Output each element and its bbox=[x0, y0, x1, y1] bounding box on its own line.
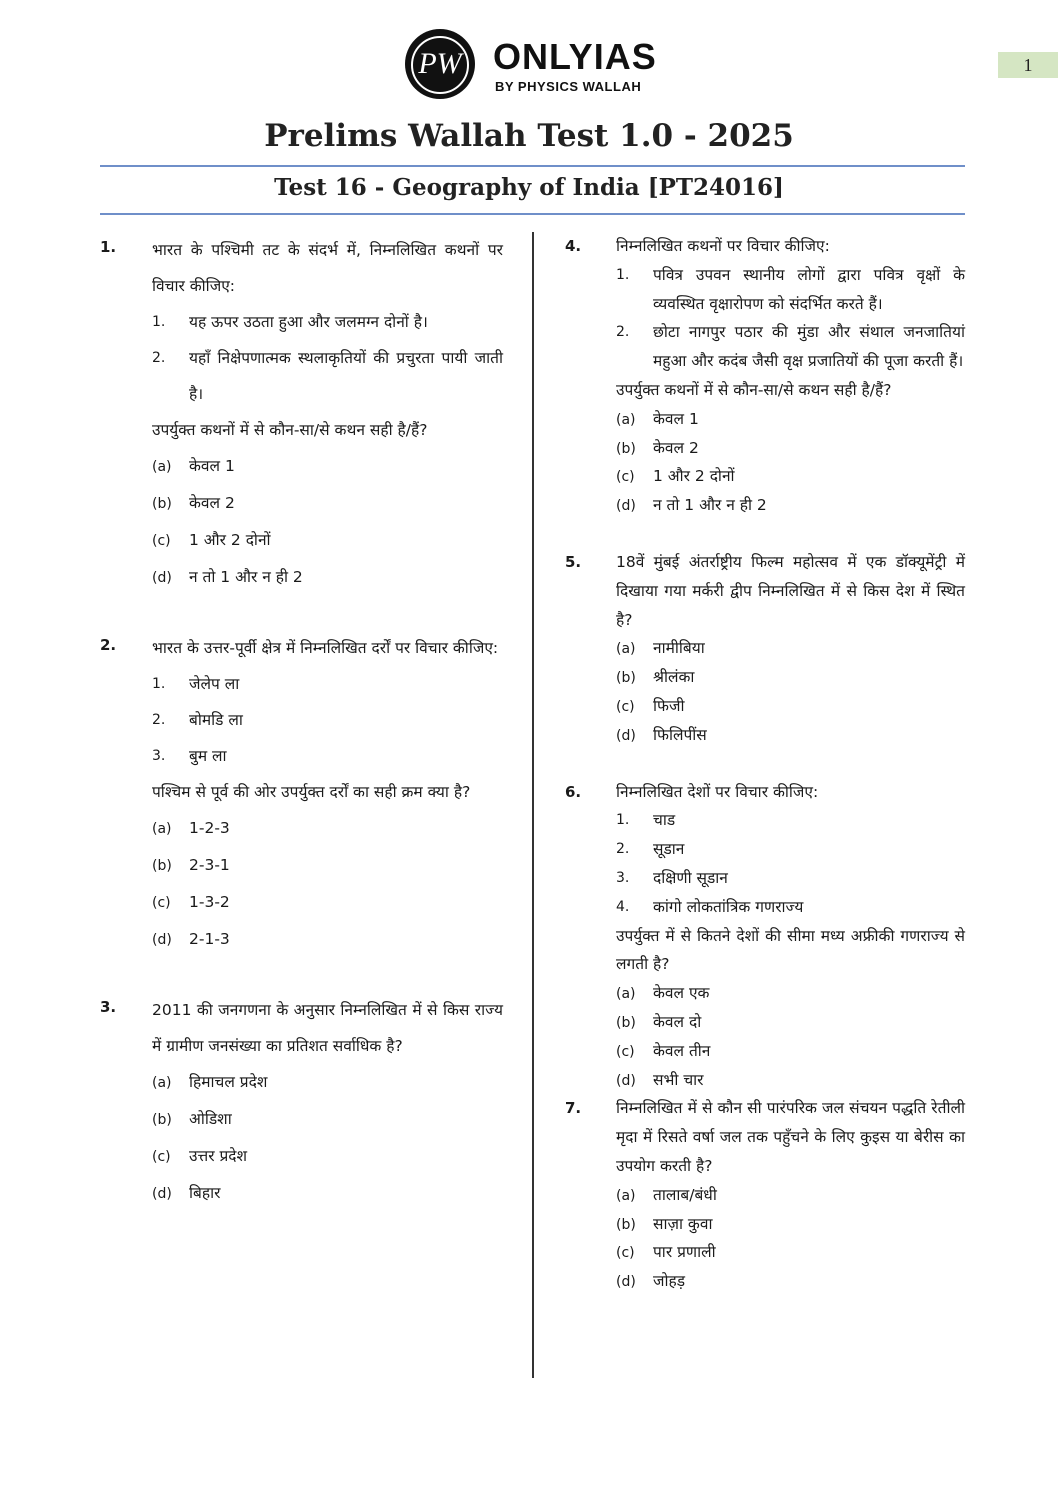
statement-item: 1. जेलेप ला bbox=[152, 675, 240, 693]
question-stem: भारत के उत्तर-पूर्वी क्षेत्र में निम्नलिखित दर्रों पर विचार कीजिए: bbox=[152, 639, 499, 657]
question-prompt: उपर्युक्त कथनों में से कौन-सा/से कथन सही है/हैं? bbox=[616, 380, 892, 399]
question-2 bbox=[100, 630, 503, 958]
option-d: (d) 2-1-3 bbox=[152, 930, 230, 948]
statement-list bbox=[616, 806, 965, 921]
statement-item: 1. चाड bbox=[616, 811, 676, 830]
question-3 bbox=[100, 992, 503, 1212]
statement-item: 3. दक्षिणी सूडान bbox=[616, 868, 728, 887]
brand-name: ONLYIAS bbox=[493, 36, 657, 77]
option-a: (a) 1-2-3 bbox=[152, 819, 230, 837]
option-c: (c) पार प्रणाली bbox=[616, 1243, 716, 1262]
pw-emblem-icon: PW bbox=[405, 29, 475, 99]
right-column bbox=[565, 232, 965, 1296]
brand-tagline: BY PHYSICS WALLAH bbox=[495, 79, 642, 94]
option-list bbox=[152, 448, 503, 596]
option-b: (b) श्रीलंका bbox=[616, 668, 695, 687]
option-d: (d) न तो 1 और न ही 2 bbox=[152, 568, 303, 586]
option-d: (d) फिलिपींस bbox=[616, 725, 707, 744]
option-list bbox=[152, 810, 503, 958]
statement-list bbox=[152, 666, 503, 774]
statement-item: 2. सूडान bbox=[616, 840, 685, 859]
statement-item: 2. बोमडि ला bbox=[152, 711, 243, 729]
page-title: Prelims Wallah Test 1.0 - 2025 bbox=[264, 118, 794, 154]
option-a: (a) हिमाचल प्रदेश bbox=[152, 1073, 268, 1091]
question-number: 5. bbox=[565, 552, 582, 571]
option-c: (c) केवल तीन bbox=[616, 1041, 711, 1060]
option-b: (b) 2-3-1 bbox=[152, 856, 230, 874]
title-rule bbox=[100, 165, 965, 167]
option-c: (c) 1 और 2 दोनों bbox=[152, 531, 271, 549]
option-c: (c) 1 और 2 दोनों bbox=[616, 467, 735, 486]
question-4 bbox=[565, 232, 965, 520]
option-c: (c) 1-3-2 bbox=[152, 893, 230, 911]
statement-item: 2. यहाँ निक्षेपणात्मक स्थलाकृतियों की प्रचुरता पायी जाती है। bbox=[152, 349, 503, 403]
question-number: 1. bbox=[100, 238, 117, 256]
question-prompt: उपर्युक्त कथनों में से कौन-सा/से कथन सही है/हैं? bbox=[152, 421, 428, 439]
statement-item: 4. कांगो लोकतांत्रिक गणराज्य bbox=[616, 897, 804, 916]
option-d: (d) बिहार bbox=[152, 1184, 221, 1202]
option-b: (b) केवल 2 bbox=[616, 438, 699, 457]
statement-item: 1. यह ऊपर उठता हुआ और जलमग्न दोनों है। bbox=[152, 313, 428, 331]
page-number: 1 bbox=[998, 52, 1058, 78]
question-6 bbox=[565, 778, 965, 1095]
question-stem: निम्नलिखित कथनों पर विचार कीजिए: bbox=[616, 237, 830, 255]
option-b: (b) साज़ा कुवा bbox=[616, 1214, 713, 1233]
question-stem: 2011 की जनगणना के अनुसार निम्नलिखित में से किस राज्य में ग्रामीण जनसंख्या का प्रतिशत सर्वाधिक है? bbox=[152, 1001, 503, 1055]
subtitle-rule bbox=[100, 213, 965, 215]
question-number: 2. bbox=[100, 636, 117, 654]
option-c: (c) उत्तर प्रदेश bbox=[152, 1147, 248, 1165]
question-stem: भारत के पश्चिमी तट के संदर्भ में, निम्नलिखित कथनों पर विचार कीजिए: bbox=[152, 241, 503, 295]
question-stem: निम्नलिखित में से कौन सी पारंपरिक जल संचयन पद्धति रेतीली मृदा में रिसते वर्षा जल तक पहुँचने के लिए कुइस या बेरीस का उपयोग करती है? bbox=[616, 1099, 965, 1175]
option-list bbox=[616, 634, 965, 749]
statement-item: 3. बुम ला bbox=[152, 747, 227, 765]
question-number: 3. bbox=[100, 998, 117, 1016]
question-prompt: पश्चिम से पूर्व की ओर उपर्युक्त दर्रों का सही क्रम क्या है? bbox=[152, 783, 471, 801]
option-b: (b) ओडिशा bbox=[152, 1110, 232, 1128]
test-subtitle: Test 16 - Geography of India [PT24016] bbox=[274, 174, 784, 201]
option-a: (a) तालाब/बंधी bbox=[616, 1185, 717, 1204]
question-number: 7. bbox=[565, 1099, 582, 1118]
question-number: 4. bbox=[565, 237, 582, 255]
question-7 bbox=[565, 1094, 965, 1296]
option-list bbox=[152, 1064, 503, 1212]
option-b: (b) केवल दो bbox=[616, 1012, 702, 1031]
statement-list bbox=[616, 261, 965, 376]
option-a: (a) केवल 1 bbox=[616, 409, 699, 428]
option-b: (b) केवल 2 bbox=[152, 494, 235, 512]
option-list bbox=[616, 979, 965, 1094]
option-a: (a) केवल 1 bbox=[152, 457, 235, 475]
question-stem: निम्नलिखित देशों पर विचार कीजिए: bbox=[616, 782, 819, 801]
option-a: (a) नामीबिया bbox=[616, 639, 705, 658]
question-stem: 18वें मुंबई अंतर्राष्ट्रीय फिल्म महोत्सव में एक डॉक्यूमेंट्री में दिखाया गया मर्करी द्वीप निम्नलिखित में से किस देश में स्थित है? bbox=[616, 552, 965, 629]
statement-item: 2. छोटा नागपुर पठार की मुंडा और संथाल जनजातियां महुआ और कदंब जैसी वृक्ष प्रजातियों की पूजा करती हैं। bbox=[616, 323, 965, 371]
option-d: (d) जोहड़ bbox=[616, 1272, 686, 1291]
question-prompt: उपर्युक्त में से कितने देशों की सीमा मध्य अफ्रीकी गणराज्य से लगती है? bbox=[616, 926, 965, 974]
question-number: 6. bbox=[565, 782, 582, 801]
question-1 bbox=[100, 232, 503, 596]
option-d: (d) सभी चार bbox=[616, 1070, 704, 1089]
option-list bbox=[616, 405, 965, 520]
onlyias-logo bbox=[405, 27, 665, 105]
statement-item: 1. पवित्र उपवन स्थानीय लोगों द्वारा पवित्र वृक्षों के व्यवस्थित वृक्षारोपण को संदर्भित करते हैं। bbox=[616, 265, 965, 313]
left-column bbox=[100, 232, 503, 1212]
option-a: (a) केवल एक bbox=[616, 984, 710, 1003]
statement-list bbox=[152, 304, 503, 412]
question-5 bbox=[565, 548, 965, 750]
option-c: (c) फिजी bbox=[616, 696, 685, 715]
option-d: (d) न तो 1 और न ही 2 bbox=[616, 496, 767, 515]
column-divider bbox=[532, 232, 534, 1378]
option-list bbox=[616, 1181, 965, 1296]
